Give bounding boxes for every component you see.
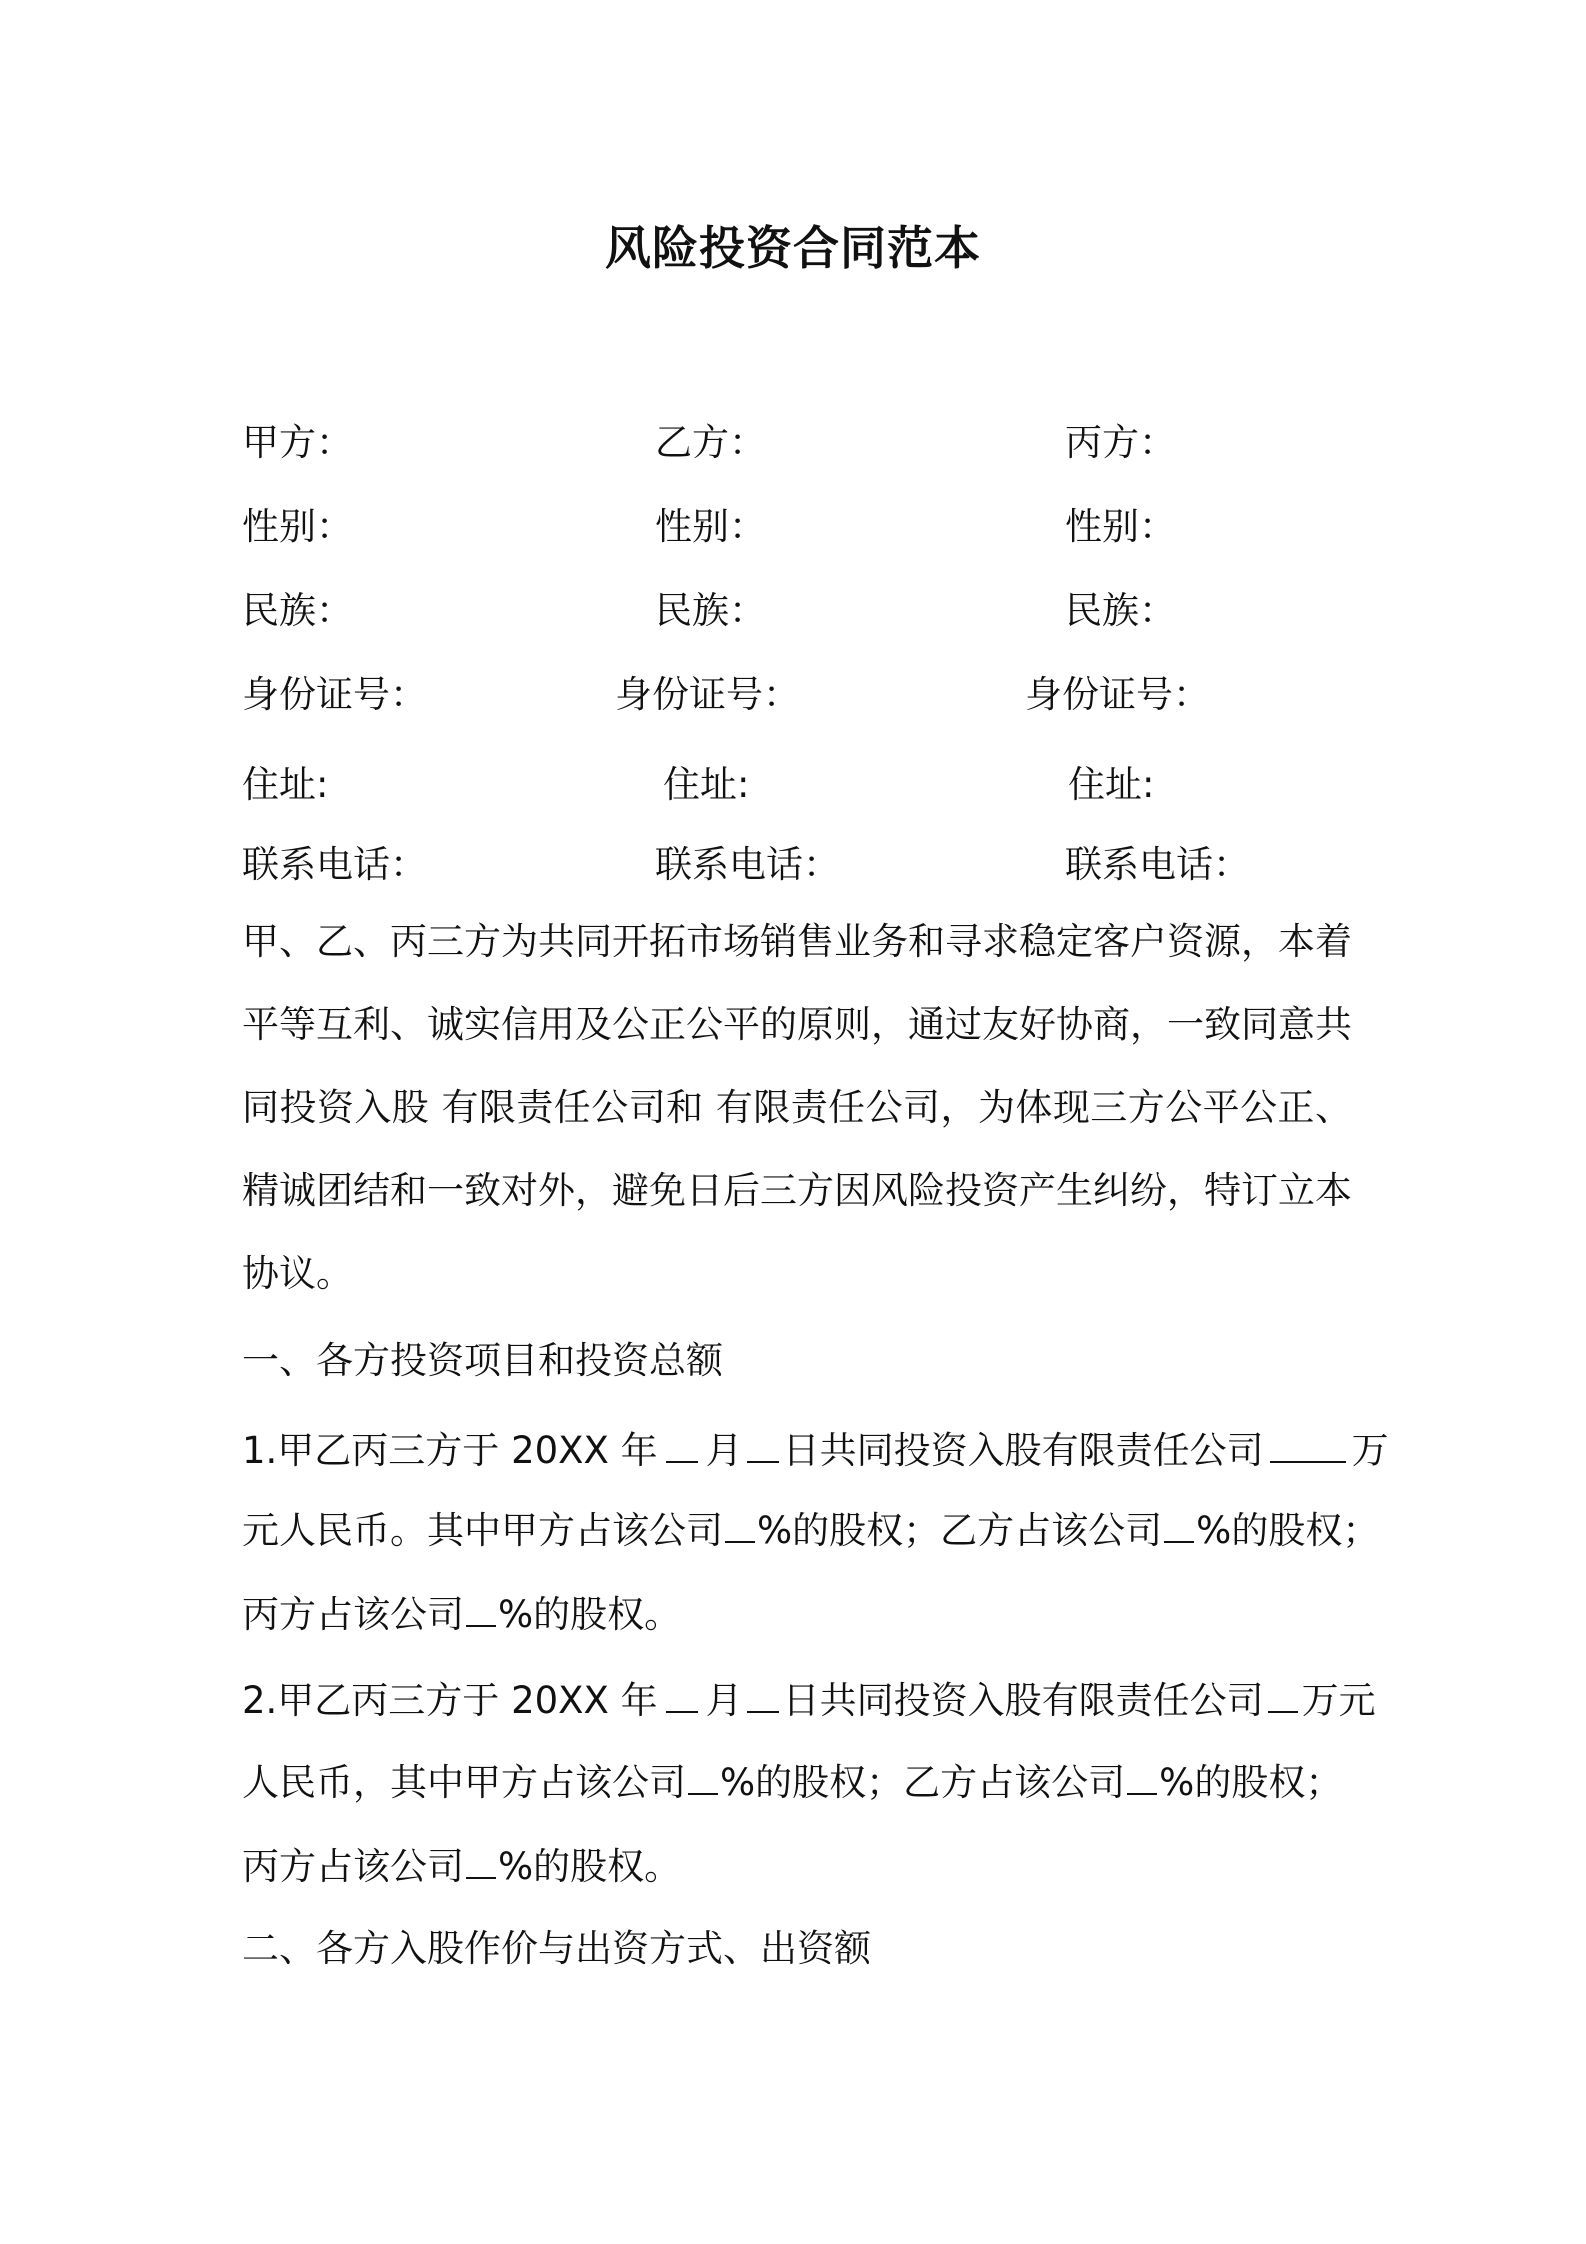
clause-1-text: %的股权。 [498, 1593, 682, 1636]
clause-1-text: 日共同投资入股有限责任公司 [782, 1429, 1264, 1472]
party-b-phone: 联系电话： [655, 843, 840, 886]
party-a-id: 身份证号： [242, 673, 427, 716]
clause-2-text: 人民币，其中甲方占该公司 [242, 1761, 686, 1804]
clause-2-line-2 [242, 1752, 1342, 1806]
clause-2-text: %的股权；乙方占该公司 [720, 1761, 1126, 1804]
clause-1-line-1 [242, 1420, 1389, 1474]
party-c-phone: 联系电话： [1065, 843, 1250, 886]
clause-1-text: %的股权； [1196, 1509, 1380, 1552]
clause-1-text: 1.甲乙丙三方于 20XX 年 [242, 1429, 658, 1472]
percent-blank [1127, 1756, 1157, 1795]
percent-blank [466, 1840, 496, 1879]
party-gender-row [0, 496, 1586, 546]
clause-1-text: 月 [705, 1429, 743, 1472]
month-blank [666, 1424, 698, 1463]
document-title: 风险投资合同范本 [605, 221, 981, 275]
clause-2-text: 月 [705, 1679, 743, 1722]
percent-blank [725, 1504, 755, 1543]
party-c-ethnicity: 民族： [1065, 589, 1176, 632]
party-a-ethnicity: 民族： [242, 589, 353, 632]
clause-1-text: 丙方占该公司 [242, 1593, 464, 1636]
party-id-row [0, 664, 1586, 714]
clause-2-text: 2.甲乙丙三方于 20XX 年 [242, 1679, 658, 1722]
amount-blank [1268, 1674, 1298, 1713]
clause-2-line-1 [242, 1670, 1376, 1724]
party-a-address: 住址: [242, 763, 329, 806]
percent-blank [688, 1756, 718, 1795]
section-2-heading: 二、各方入股作价与出资方式、出资额 [242, 1927, 871, 1970]
party-ethnicity-row [0, 580, 1586, 630]
party-phone-row [0, 834, 1586, 884]
party-name-row [0, 412, 1586, 462]
clause-1-text: 万 [1351, 1429, 1389, 1472]
clause-2-text: %的股权； [1159, 1761, 1343, 1804]
party-b-ethnicity: 民族： [655, 589, 766, 632]
party-c-label: 丙方： [1065, 421, 1176, 464]
clause-1-line-3 [242, 1584, 681, 1638]
party-b-label: 乙方： [655, 421, 766, 464]
clause-1-text: %的股权；乙方占该公司 [757, 1509, 1163, 1552]
day-blank [747, 1424, 779, 1463]
clause-2-text: %的股权。 [498, 1845, 682, 1888]
party-c-id: 身份证号： [1025, 673, 1210, 716]
clause-2-line-3 [242, 1836, 681, 1890]
percent-blank [1164, 1504, 1194, 1543]
day-blank [747, 1674, 779, 1713]
intro-paragraph: 甲、乙、丙三方为共同开拓市场销售业务和寻求稳定客户资源，本着平等互利、诚实信用及公正公平的原则，通过友好协商，一致同意共同投资入股 有限责任公司和 有限责任公司，为体现三方公平公正、精诚团结和一致对外，避免日后三方因风险投资产生纠纷，特订立本协议。 [242, 920, 1352, 1295]
clause-2-text: 丙方占该公司 [242, 1845, 464, 1888]
party-a-phone: 联系电话： [242, 843, 427, 886]
party-b-id: 身份证号： [615, 673, 800, 716]
party-a-gender: 性别： [242, 505, 353, 548]
clause-2-text: 日共同投资入股有限责任公司 [782, 1679, 1264, 1722]
month-blank [666, 1674, 698, 1713]
clause-1-text: 元人民币。其中甲方占该公司 [242, 1509, 723, 1552]
section-1-heading: 一、各方投资项目和投资总额 [242, 1339, 723, 1382]
clause-1-line-2 [242, 1500, 1379, 1554]
party-address-row [0, 754, 1586, 804]
percent-blank [466, 1588, 496, 1627]
party-c-gender: 性别： [1065, 505, 1176, 548]
clause-2-text: 万元 [1301, 1679, 1376, 1722]
party-b-gender: 性别： [655, 505, 766, 548]
party-c-address: 住址: [1068, 763, 1155, 806]
party-b-address: 住址: [663, 763, 750, 806]
party-a-label: 甲方： [242, 421, 353, 464]
amount-blank [1270, 1424, 1346, 1463]
